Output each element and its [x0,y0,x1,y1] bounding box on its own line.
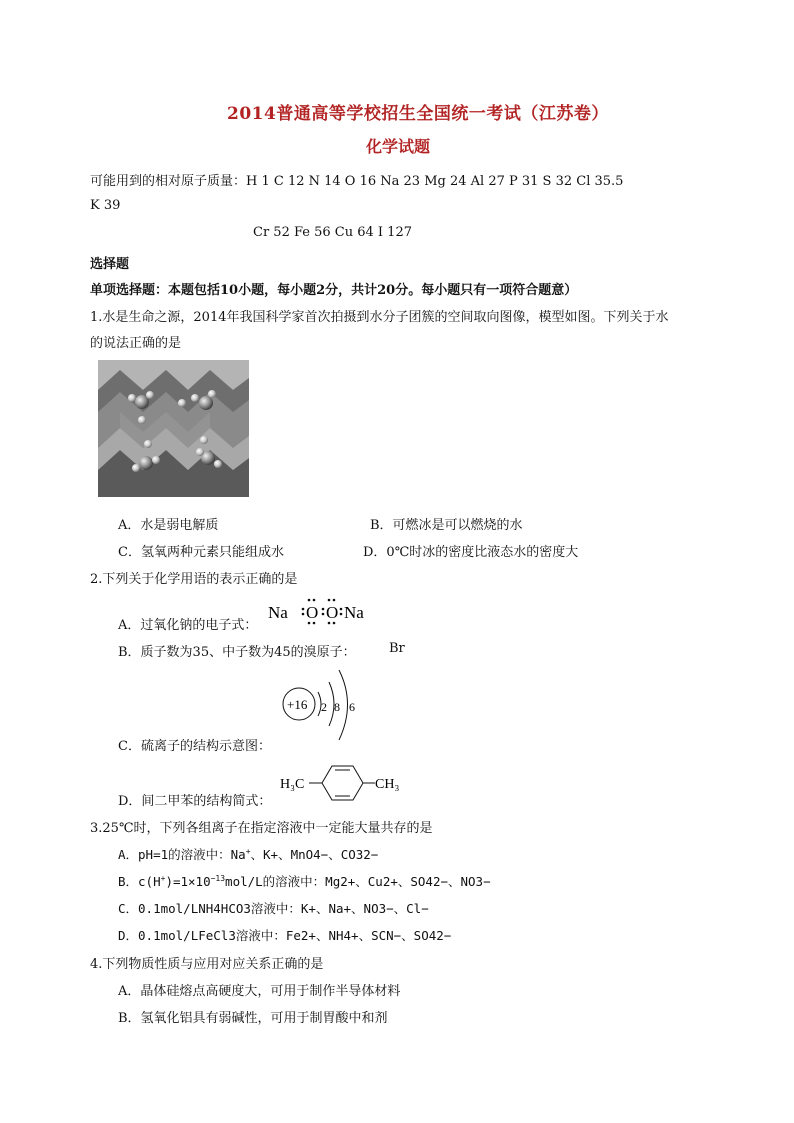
q3-a-ions: 、K+、MnO4−、CO32− [250,847,379,862]
shell-3-electrons: 6 [349,700,355,714]
methyl-left: H₃C [280,777,305,792]
peroxide-electron-formula [266,594,370,628]
q1-option-d: D．0℃时冰的密度比液态水的密度大 [363,545,579,560]
q3-stem: 3.25℃时，下列各组离子在指定溶液中一定能大量共存的是 [90,821,433,836]
shell-1-electrons: 2 [321,700,327,714]
q3-b-exponent: −13 [210,873,226,883]
q4-option-b: B．氢氧化铝具有弱碱性，可用于制胃酸中和剂 [118,1011,388,1026]
q3-b-prefix: B．c(H [118,874,161,889]
section-heading: 选择题 [90,257,130,272]
q3-b-mid: )=1×10 [165,874,211,889]
formula-na-left: Na [268,603,288,622]
water-cluster-drawing [98,360,249,497]
q2-option-b: B．质子数为35、中子数为45的溴原子： [118,645,356,660]
q4-stem: 4.下列物质性质与应用对应关系正确的是 [90,957,324,972]
sulfide-ion-diagram [280,664,365,750]
water-cluster-image [98,360,249,497]
bromine-symbol: Br [389,641,405,656]
atomic-masses-line1: 可能用到的相对原子质量：H 1 C 12 N 14 O 16 Na 23 Mg 24 Al 27 P 31 S 32 Cl 35.5 [90,174,624,189]
q2-option-a: A．过氧化钠的电子式： [118,618,258,633]
xylene-structure [280,762,405,804]
q3-a-prefix: A．pH=1的溶液中：Na [118,847,246,862]
q2-option-d: D．间二甲苯的结构简式： [118,794,272,809]
q4-option-a: A．晶体硅熔点高硬度大，可用于制作半导体材料 [118,984,401,999]
formula-na-right: Na [344,603,364,622]
q3-option-a: A．pH=1的溶液中：Na+、K+、MnO4−、CO32− [118,846,379,862]
q1-stem-line2: 的说法正确的是 [90,336,182,351]
q3-option-b: B．$c(H^+)=1\times 10^{-13}mol/L$的溶液中：Mg2+、Cu2+、SO42−、NO3− [118,873,491,889]
q3-option-c: C．0.1mol/LNH4HCO3溶液中：K+、Na+、NO3−、Cl− [118,901,429,916]
q2-option-c: C．硫离子的结构示意图： [118,739,271,754]
nucleus-charge: +16 [287,697,308,712]
q3-b-ions: mol/L的溶液中：Mg2+、Cu2+、SO42−、NO3− [225,874,491,889]
q1-option-c: C．氢氧两种元素只能组成水 [118,545,284,560]
q3-option-d: D．0.1mol/LFeCl3溶液中：Fe2+、NH4+、SCN−、SO42− [118,928,452,943]
atomic-masses-line2: K 39 [90,198,121,213]
formula-o-right: O [326,603,339,622]
atomic-masses-line3: Cr 52 Fe 56 Cu 64 I 127 [253,225,412,240]
exam-subtitle: 化学试题 [366,137,431,156]
shell-2-electrons: 8 [334,700,340,714]
methyl-right: CH₃ [375,777,400,792]
q2-stem: 2.下列关于化学用语的表示正确的是 [90,572,298,587]
exam-title: 2014普通高等学校招生全国统一考试（江苏卷） [227,104,609,124]
section-instruction: 单项选择题：本题包括10小题，每小题2分，共计20分。每小题只有一项符合题意） [90,283,578,298]
formula-o-left: O [306,603,319,622]
q1-option-b: B．可燃冰是可以燃烧的水 [370,518,523,533]
q1-stem-line1: 1.水是生命之源，2014年我国科学家首次拍摄到水分子团簇的空间取向图像，模型如图。下列关于水 [90,310,669,325]
q1-option-a: A．水是弱电解质 [118,518,219,533]
